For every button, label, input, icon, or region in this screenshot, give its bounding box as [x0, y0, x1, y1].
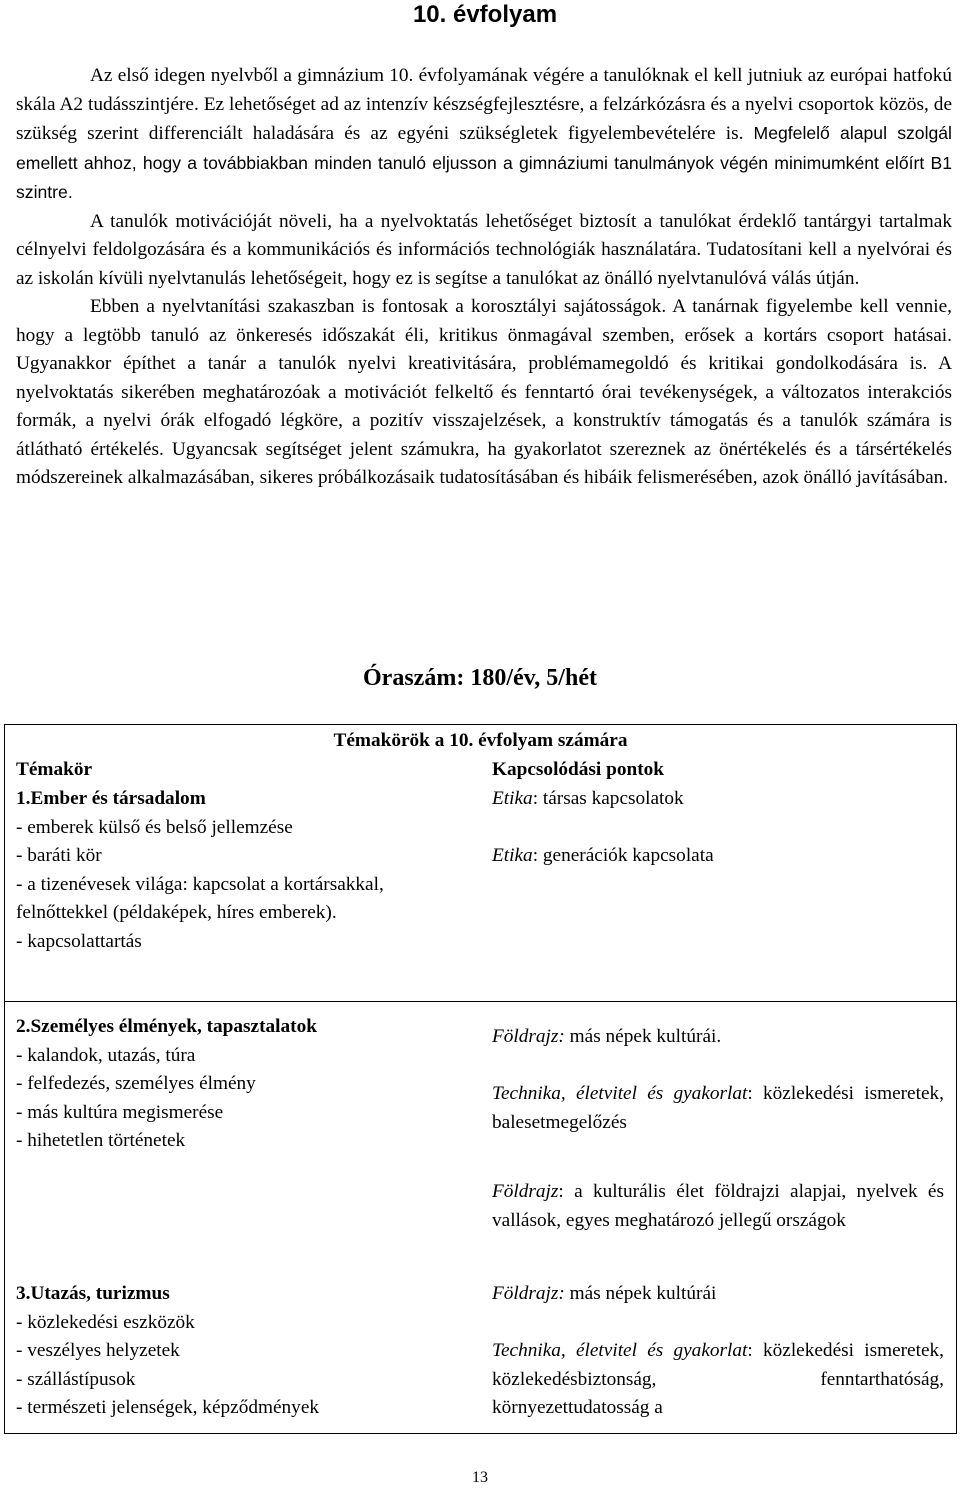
separator: :	[747, 1083, 753, 1104]
subject-name: Földrajz:	[492, 1026, 565, 1047]
paragraph-1-main: Az első idegen nyelvből a gimnázium 10. évfolyamának végére a tanulóknak el kell jutniuk az európai hatfokú skála A2 tudásszintjére. Ez lehetőséget ad az intenzív készségfejlesztésre, a felzárkózásra és a nyelvi csoportok közös, de szükség szerint differenciált haladására és az egyéni szükségletek figyelembevételére is.	[16, 65, 952, 144]
subject-name: Földrajz	[492, 1181, 559, 1202]
link-text: közlekedési ismeretek, közlekedésbiztonság, fenntarthatóság, környezettudatosság a	[492, 1340, 944, 1418]
paragraph-1-tail: Megfelelő alapul szolgál emellett ahhoz, hogy a továbbiakban minden tanuló eljusson a gimnáziumi tanulmányok végén minimumként előírt B1 szintre.	[16, 123, 952, 202]
page-title: 10. évfolyam	[412, 1, 558, 28]
topic-item: - felfedezés, személyes élmény	[16, 1073, 256, 1094]
topic-item: - közlekedési eszközök	[16, 1311, 195, 1333]
topic-item: - baráti kör	[16, 845, 102, 866]
links-cell-2	[492, 1023, 944, 1235]
paragraph-3: Ebben a nyelvtanítási szakaszban is fontosak a korosztályi sajátosságok. A tanárnak figyelembe kell vennie, hogy a legtöbb tanuló az önkeresés időszakát éli, kritikus önmagával szemben, erősek a kortárs csoport hatásai. Ugyanakkor építhet a tanár a tanulók nyelvi kreativitására, problémamegoldó és kritikai gondolkodására is. A nyelvoktatás sikerében meghatározóak a motivációt felkeltő és fenntartó órai tevékenységek, a változatos interakciós formák, a nyelvi órák elfogadó légköre, a pozitív visszajelzések, a konstruktív támogatás és a tanulók számára is átlátható értékelés. Ugyancsak segítséget jelent számukra, ha gyakorlatot szereznek az önértékelés és a társértékelés módszereinek alkalmazásában, sikeres próbálkozásaik tudatosításában és hibáik felismerésében, azok önálló javításában.	[16, 296, 952, 488]
subject-name: Etika	[492, 788, 533, 809]
link-text: a kulturális élet földrajzi alapjai, nyelvek és vallások, egyes meghatározó jellegű országok	[492, 1181, 944, 1231]
subject-name: Etika	[492, 845, 533, 866]
topic-item: - veszélyes helyzetek	[16, 1340, 180, 1361]
separator: :	[558, 1181, 564, 1202]
topic-title: 2.Személyes élmények, tapasztalatok	[16, 1016, 317, 1037]
link-entry	[492, 1178, 944, 1235]
link-text: más népek kultúrái.	[564, 1026, 722, 1047]
intro-text	[16, 62, 952, 493]
link-entry	[492, 1023, 944, 1052]
topic-item: - emberek külső és belső jellemzése	[16, 816, 293, 838]
topic-item: - a tizenévesek világa: kapcsolat a kortársakkal, felnőttekkel (példaképek, híres emberek).	[16, 873, 384, 923]
paragraph-2: A tanulók motivációját növeli, ha a nyelvoktatás lehetőséget biztosít a tanulókat érdeklő tantárgyi tartalmak célnyelvi feldolgozására és a kommunikációs és információs technológiák használatára. Tudatosítani kell a nyelvórai és az iskolán kívüli nyelvtanulás lehetőségeit, hogy ez is segítse a tanulókat az önálló nyelvtanulóvá válás útján.	[16, 210, 952, 289]
topics-table	[4, 724, 957, 1434]
link-entry	[492, 1080, 944, 1137]
separator: :	[747, 1340, 753, 1361]
link-entry	[492, 842, 944, 871]
topic-item: - kalandok, utazás, túra	[16, 1044, 196, 1066]
topic-item: - hihetetlen történetek	[16, 1130, 186, 1151]
topic-item: - kapcsolattartás	[16, 930, 142, 952]
topic-cell-3	[16, 1280, 471, 1423]
separator: :	[532, 845, 539, 866]
topic-item: - természeti jelenségek, képződmények	[16, 1397, 320, 1418]
topic-item: - szállástípusok	[16, 1368, 136, 1390]
link-entry	[492, 1280, 944, 1309]
topic-title: 1.Ember és társadalom	[16, 788, 206, 809]
link-entry	[492, 1337, 944, 1423]
link-text: más népek kultúrái	[564, 1283, 717, 1304]
topic-cell-2	[16, 1013, 471, 1156]
topic-cell-1	[16, 785, 471, 956]
link-entry	[492, 785, 944, 814]
links-cell-3	[492, 1280, 944, 1423]
subject-name: Technika, életvitel és gyakorlat	[492, 1083, 748, 1104]
page-number: 13	[472, 1469, 488, 1486]
links-cell-1	[492, 785, 944, 871]
topic-item: - más kultúra megismerése	[16, 1101, 224, 1123]
link-text: közlekedési ismeretek, balesetmegelőzés	[492, 1083, 944, 1133]
row-divider	[5, 1001, 956, 1002]
link-text: generációk kapcsolata	[538, 845, 714, 866]
separator: :	[532, 788, 539, 809]
link-text: társas kapcsolatok	[538, 788, 684, 809]
subject-name: Technika, életvitel és gyakorlat	[492, 1340, 748, 1361]
table-caption: Témakörök a 10. évfolyam számára	[333, 730, 628, 751]
subject-name: Földrajz:	[492, 1283, 565, 1304]
paragraph-1	[16, 62, 952, 208]
topic-title: 3.Utazás, turizmus	[16, 1283, 170, 1304]
column-header-topic: Témakör	[16, 759, 93, 780]
column-header-links: Kapcsolódási pontok	[492, 759, 664, 780]
hours-heading: Óraszám: 180/év, 5/hét	[363, 665, 597, 691]
